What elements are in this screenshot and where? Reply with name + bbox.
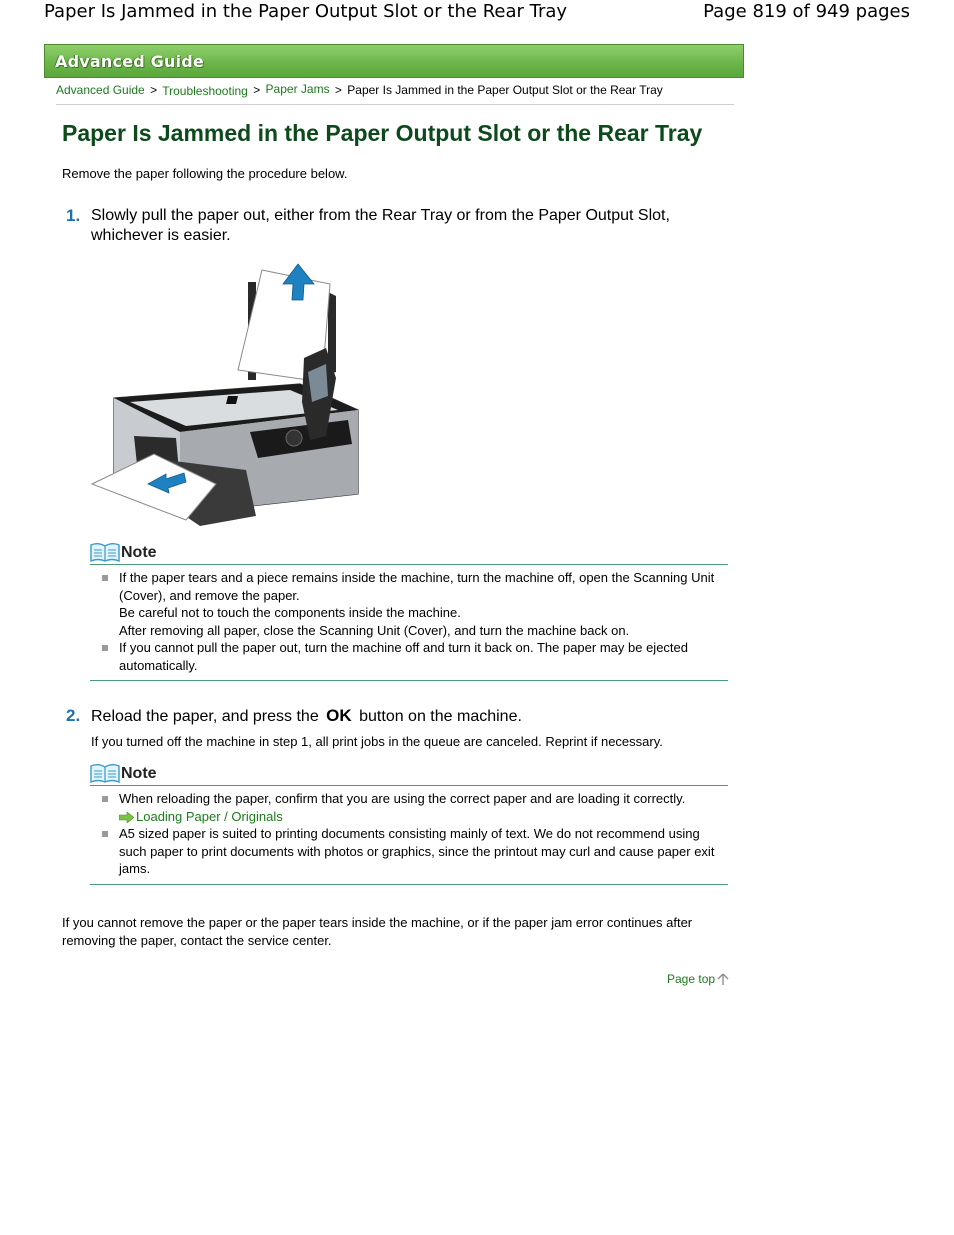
- printer-paper-removal-illustration: [90, 262, 362, 534]
- page-title: Paper Is Jammed in the Paper Output Slot or the Rear Tray: [62, 120, 703, 146]
- breadcrumb-separator: >: [334, 83, 342, 97]
- note-text: When reloading the paper, confirm that you are using the correct paper and are loading it correctly.: [119, 791, 686, 806]
- note-box-1: [90, 542, 728, 681]
- breadcrumb-separator: >: [150, 83, 158, 97]
- note-list: [90, 565, 728, 681]
- note-book-icon: [90, 763, 120, 783]
- list-item: [90, 569, 728, 639]
- note-header: [90, 542, 728, 565]
- loading-paper-link[interactable]: Loading Paper / Originals: [136, 808, 283, 824]
- pdf-page-header: [0, 0, 954, 30]
- note-label: Note: [121, 544, 157, 561]
- breadcrumb-divider: [56, 104, 734, 105]
- bullet-square: [102, 575, 108, 581]
- breadcrumb: [56, 83, 736, 97]
- bullet-square: [102, 796, 108, 802]
- breadcrumb-paper-jams[interactable]: Paper Jams: [265, 82, 330, 96]
- breadcrumb-current: Paper Is Jammed in the Paper Output Slot or the Rear Tray: [347, 83, 663, 97]
- note-text: Be careful not to touch the components inside the machine.: [119, 605, 461, 620]
- note-list: [90, 786, 728, 885]
- note-box-2: [90, 763, 728, 885]
- step-2-subtext: If you turned off the machine in step 1, all print jobs in the queue are canceled. Reprint if necessary.: [91, 734, 663, 749]
- note-text: If the paper tears and a piece remains inside the machine, turn the machine off, open the Scanning Unit (Cover), and remove the paper.: [119, 570, 715, 603]
- breadcrumb-separator: >: [253, 83, 261, 97]
- step-text: Slowly pull the paper out, either from the Rear Tray or from the Paper Output Slot, whichever is easier.: [91, 207, 670, 244]
- step-text: [91, 706, 721, 727]
- note-book-icon: [90, 542, 120, 562]
- step-text-before: Reload the paper, and press the: [91, 708, 319, 725]
- page-top-link[interactable]: [667, 972, 729, 986]
- note-link-row: [119, 808, 728, 826]
- note-text: If you cannot pull the paper out, turn the machine off and turn it back on. The paper may be ejected automatically.: [119, 640, 688, 673]
- intro-text: Remove the paper following the procedure below.: [62, 166, 348, 181]
- list-item: [90, 790, 728, 825]
- breadcrumb-advanced-guide[interactable]: Advanced Guide: [56, 83, 145, 97]
- advanced-guide-banner: [44, 44, 744, 78]
- note-header: [90, 763, 728, 786]
- step-number: 2.: [66, 706, 81, 725]
- up-arrow-icon: [717, 973, 729, 986]
- page-top-label: Page top: [667, 972, 716, 986]
- closing-text: If you cannot remove the paper or the paper tears inside the machine, or if the paper jam error continues after removing the paper, contact the service center.: [62, 915, 693, 948]
- green-arrow-icon: [119, 812, 134, 823]
- note-text: A5 sized paper is suited to printing documents consisting mainly of text. We do not recommend using such paper to print documents with photos or graphics, since the printout may curl and cause paper exit jams.: [119, 826, 715, 876]
- note-label: Note: [121, 765, 157, 782]
- list-item: [90, 639, 728, 674]
- step-number: 1.: [66, 206, 81, 225]
- pdf-title: Paper Is Jammed in the Paper Output Slot or the Rear Tray: [44, 1, 568, 22]
- pdf-page-number: Page 819 of 949 pages: [703, 1, 910, 22]
- note-text: After removing all paper, close the Scanning Unit (Cover), and turn the machine back on.: [119, 622, 630, 638]
- step-text-after: button on the machine.: [359, 708, 522, 725]
- ok-button-glyph: OK: [326, 706, 352, 725]
- list-item: [90, 825, 728, 878]
- banner-label: Advanced Guide: [55, 52, 204, 71]
- breadcrumb-troubleshooting[interactable]: Troubleshooting: [162, 84, 248, 98]
- bullet-square: [102, 831, 108, 837]
- bullet-square: [102, 645, 108, 651]
